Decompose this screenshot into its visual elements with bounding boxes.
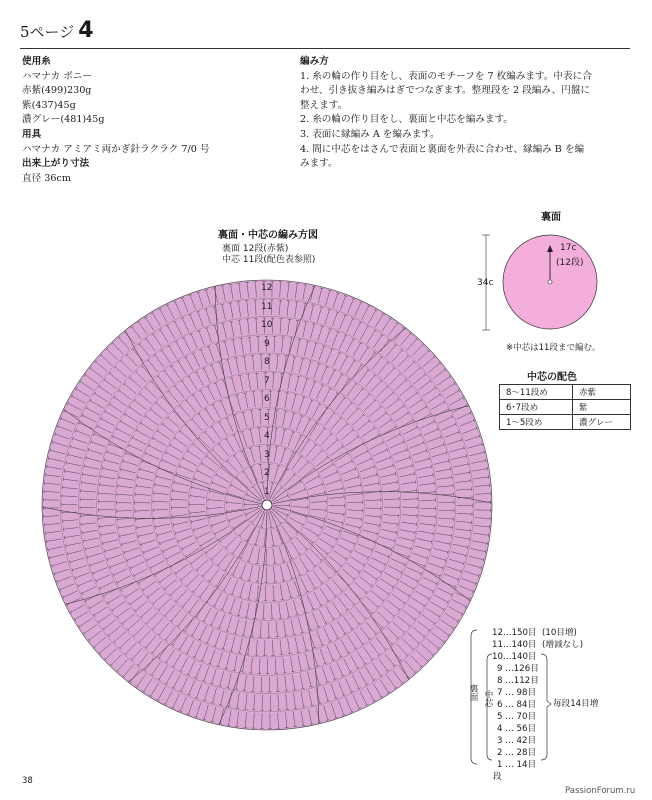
page-label: 5ページ	[20, 23, 75, 41]
instruction-line: 1. 糸の輪の作り目をし、表面のモチーフを 7 枚編みます。中表に合	[300, 70, 592, 82]
color-table-rows-cell: 1〜5段め	[500, 415, 573, 430]
yarn-line: ハマナカ ボニー	[22, 70, 93, 82]
yarn-line: 濃グレー(481)45g	[22, 114, 105, 126]
row-label: 5	[264, 413, 270, 423]
list-item: 3 … 42目	[497, 736, 537, 746]
list-item: 9 …126目	[497, 664, 539, 674]
instruction-line: 2. 糸の輪の作り目をし、裏面と中芯を編みます。	[300, 114, 513, 126]
center-dot	[548, 280, 552, 284]
color-table-color-cell: 紫	[573, 400, 631, 415]
list-item: 10…140目	[492, 652, 537, 662]
tools-heading: 用具	[22, 128, 42, 140]
instruction-line: 3. 表面に縁編み A を編みます。	[300, 128, 440, 140]
row-label: 1	[264, 487, 270, 497]
instruction-line: わせ、引き抜き編みはぎでつなぎます。整理段を 2 段編み、円盤に	[300, 85, 590, 97]
color-table	[499, 384, 631, 430]
size-heading: 出来上がり寸法	[22, 158, 90, 170]
yarn-line: 紫(437)45g	[22, 99, 76, 111]
back-diagram-rows: (12段)	[556, 258, 584, 268]
chart-subtitle-core: 中芯 11段(配色表参照)	[222, 255, 316, 265]
row-label: 3	[264, 450, 270, 460]
color-table-title: 中芯の配色	[527, 372, 577, 383]
list-item: 2 … 28目	[497, 748, 537, 758]
bracket-label: 毎段14目増	[553, 699, 599, 709]
row-label: 12	[261, 283, 273, 293]
chart-subtitle-back: 裏面 12段(赤紫)	[222, 244, 289, 254]
row-label: 2	[264, 468, 270, 478]
watermark: PassionForum.ru	[565, 786, 636, 796]
page-number: 38	[22, 776, 33, 786]
back-diagram-note: ※中芯は11段まで編む。	[506, 343, 601, 353]
back-diagram-title: 裏面	[541, 212, 561, 223]
side-label-back: 裏面	[468, 684, 478, 702]
list-item: 8 …112目	[497, 676, 539, 686]
row-label: 8	[264, 357, 270, 367]
list-item: 5 … 70目	[497, 712, 537, 722]
color-table-rows-cell: 6･7段め	[500, 400, 573, 415]
list-item: 4 … 56目	[497, 724, 537, 734]
tools-line: ハマナカ アミアミ両かぎ針ラクラク 7/0 号	[22, 143, 210, 155]
list-item: 7 … 98目	[497, 688, 537, 698]
size-line: 直径 36cm	[22, 172, 71, 184]
instruction-line: 整えます。	[300, 99, 348, 111]
back-diagram-dimension: 34c	[477, 278, 494, 288]
list-item: 11…140目 (増減なし)	[492, 640, 584, 650]
chart-title: 裏面・中芯の編み方図	[218, 230, 318, 241]
row-suffix: 段	[493, 772, 502, 782]
yarn-heading: 使用糸	[22, 56, 51, 67]
instruction-line: 4. 間に中芯をはさんで表面と裏面を外表に合わせ、縁編み B を編	[300, 143, 585, 155]
row-label: 9	[264, 339, 270, 349]
color-table-rows-cell: 8〜11段め	[500, 385, 573, 400]
row-label: 6	[264, 394, 270, 404]
yarn-line: 赤紫(499)230g	[22, 85, 92, 97]
row-label: 11	[261, 302, 273, 312]
table-row	[500, 415, 631, 430]
color-table-color-cell: 赤紫	[573, 385, 631, 400]
back-diagram-radius: 17c	[560, 243, 577, 253]
table-row	[500, 385, 631, 400]
bracket-right	[541, 654, 551, 760]
pattern-number: 4	[78, 18, 94, 43]
instructions-heading: 編み方	[300, 56, 329, 67]
list-item: 6 … 84目	[497, 700, 537, 710]
side-label-core: 中芯	[483, 690, 493, 708]
instruction-line: みます。	[300, 158, 338, 170]
list-item: 1 … 14目	[497, 760, 537, 770]
row-label: 4	[264, 431, 270, 441]
color-table-color-cell: 濃グレー	[573, 415, 631, 430]
magic-ring-icon	[262, 500, 272, 510]
table-row	[500, 400, 631, 415]
row-label: 7	[264, 376, 270, 386]
row-label: 10	[261, 320, 273, 330]
list-item: 12…150目 (10目増)	[492, 628, 577, 638]
